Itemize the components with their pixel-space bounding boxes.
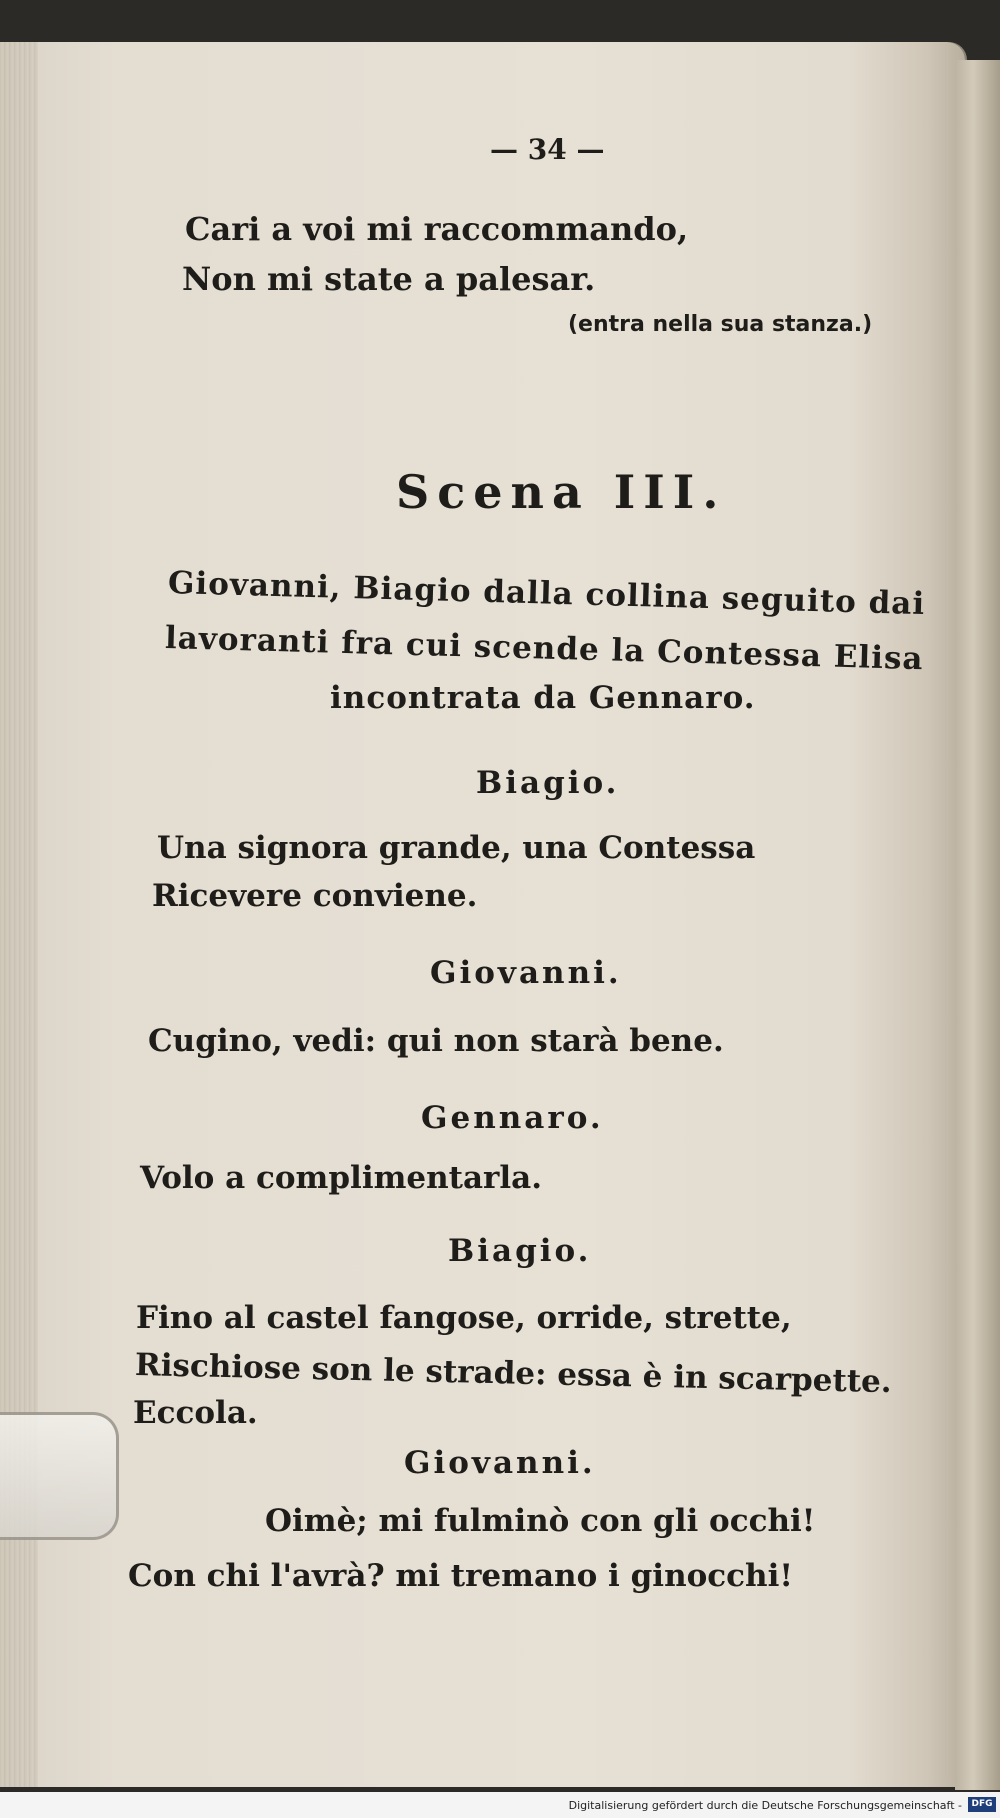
dialogue-line: Con chi l'avrà? mi tremano i ginocchi! [128,1558,793,1594]
dialogue-line: Eccola. [133,1395,258,1431]
dialogue-line: Cugino, vedi: qui non starà bene. [148,1023,724,1059]
dialogue-line: Una signora grande, una Contessa [157,830,756,866]
cast-line: Giovanni, Biagio dalla collina seguito dai [167,565,926,623]
speaker-name: Gennaro. [421,1100,604,1136]
dfg-logo: DFG [968,1797,996,1812]
dialogue-line: Rischiose son le strade: essa è in scarpette. [134,1347,893,1401]
verse-line: Cari a voi mi raccommando, [185,210,689,248]
page-edge-right [955,60,1000,1790]
cast-line: incontrata da Gennaro. [330,680,756,716]
footer-strip [0,1792,1000,1818]
speaker-name: Biagio. [448,1233,592,1269]
scene-title: Scena III. [396,465,727,519]
speaker-name: Giovanni. [404,1445,596,1481]
dialogue-line: Volo a complimentarla. [140,1160,543,1196]
dialogue-line: Fino al castel fangose, orride, strette, [136,1300,792,1336]
dialogue-line: Ricevere conviene. [152,878,478,914]
page-number: — 34 — [490,133,605,166]
verse-line: Non mi state a palesar. [182,260,596,298]
speaker-name: Biagio. [476,765,620,801]
cast-line: lavoranti fra cui scende la Contessa Elisa [164,620,925,678]
speaker-name: Giovanni. [430,955,622,991]
plastic-page-clip [0,1412,119,1540]
stage-direction: (entra nella sua stanza.) [568,312,873,337]
footer-credit: Digitalisierung gefördert durch die Deutsche Forschungsgemeinschaft - [568,1799,962,1812]
dialogue-line: Oimè; mi fulminò con gli occhi! [265,1503,816,1539]
